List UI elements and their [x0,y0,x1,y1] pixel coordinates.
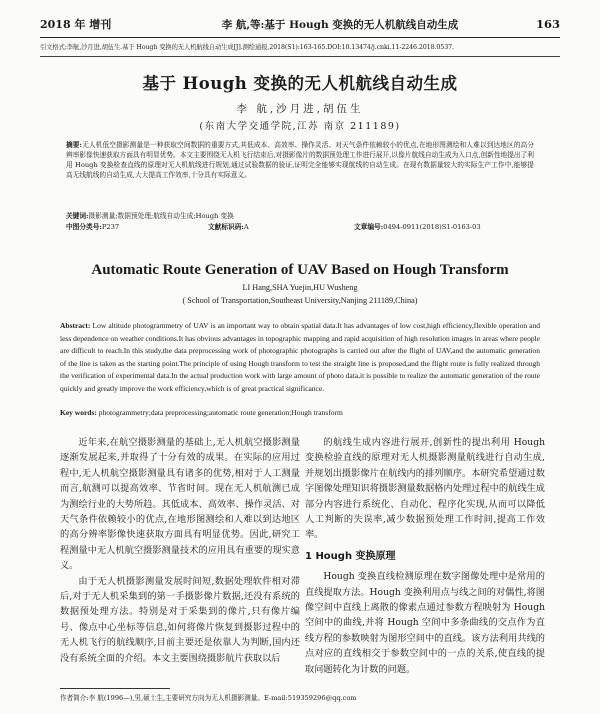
body-paragraph: 近年来,在航空摄影测量的基础上,无人机航空摄影测量逐渐发展起来,并取得了十分有效的成果。在实际的应用过程中,无人机航空摄影测量具有诸多的优势,相对于人工测量而言,航测可以提高效率、节省时间。现在无人机航测已成为测绘行业的大势所趋。其低成本、高效率、操作灵活、对天气条件依赖较小的优点,在地形图测绘和人难以到达地区的高分辨率影像快速获取方面具有明显优势。因此,研究工程测量中无人机航空摄影测量技术的应用具有重要的现实意义。 [60,437,300,572]
english-abstract [60,320,540,396]
chinese-authors: 李 航,沙月进,胡伍生 [236,103,364,115]
running-header [40,16,560,34]
journal-issue: 2018 年 增刊 [40,18,112,31]
english-abstract-text: Low altitude photogrammetry of UAV is an important way to obtain spatial data.It has advantages of low cost,high efficiency,flexible operation and less dependence on weather conditions.It has obvious advantages in topographic mapping and rapid acquisition of high resolution images in areas where people are difficult to reach.In this study,the data preprocessing work of photographic photographs is carried out after the flight of UAV,and the automatic generation of the line is taken as the starting point.The principle of using Hough transform to test the straight line is proposed,and the flight route is fully realized through the verification of experimental data.In the actual production work with large amount of photo data,it is possible to realize the automatic generation of the route quickly and greatly improve the work efficiency,which is of great practical significance. [60,321,541,393]
body-paragraph: Hough 变换直线检测原理在数字图像处理中是常用的直线提取方法。Hough 变换利用点与线之间的对偶性,将图像空间中直线上离散的像素点通过参数方程映射为 Hough 空间中的曲线,并将 Hough 空间中多条曲线的交点作为直线方程的参数映射为图形空间中的直线。该方法利用共线的点对应的直线相交于参数空间中的一点的关系,使直线的提取问题转化为计数的问题。 [305,571,545,675]
english-authors: LI Hang,SHA Yuejin,HU Wusheng [242,283,358,292]
keywords-text: 摄影测量;数据预处理;航线自动生成;Hough 变换 [88,212,234,220]
english-keywords-text: photogrammetry;data preprocessing;automatic route generation;Hough transform [98,408,343,417]
abstract-text: 无人机低空摄影测量是一种获取空间数据的重要方式,其低成本、高效率、操作灵活、对天气条件依赖较小的优点,在地形图测绘和人难以到达地区的高分辨率影像快速获取方面具有明显优势。本文主要围绕无人机飞行结束后,对摄影像片的数据预处理工作进行展开,以像片航线自动生成为入口点,创新性地提出了利用 Hough 变换检查直线的原理对无人机航线进行规划,通过试验数据的验证,证明完全能够实现航线的自动生成。在现有数据量较大的实际生产工作中,能够提高无线航线的自动生成,大大提高工作效率,十分具有实际意义。 [66,141,534,179]
clc-number: 中图分类号:P237 [66,223,120,231]
section-heading: 1 Hough 变换原理 [305,550,396,562]
english-abstract-label: Abstract: [60,321,91,330]
body-left-column [60,435,300,666]
citation-format: 引文格式:李航,沙月进,胡伍生.基于 Hough 变换的无人机航线自动生成[J].测绘通报,2018(S1):163-165.DOI:10.13474/j.cnki.11-2246.2018.0537. [40,44,454,51]
document-code: 文献标识码:A [208,223,249,231]
english-title: Automatic Route Generation of UAV Based on Hough Transform [91,262,509,278]
chinese-affiliation: (东南大学交通学院,江苏 南京 211189) [199,121,401,132]
abstract-label: 摘要: [66,141,83,149]
running-title: 李 航,等:基于 Hough 变换的无人机航线自动生成 [221,19,459,31]
english-keywords [60,408,540,417]
chinese-keywords [66,210,534,220]
author-footnote: 作者简介:李 航(1996—),男,硕士生,主要研究方向为无人机摄影测量。E-mail:519359296@qq.com [60,694,357,702]
english-keywords-label: Key words: [60,408,97,417]
chinese-abstract [66,140,534,180]
page-number: 163 [535,17,560,31]
citation-rule [40,56,560,57]
english-affiliation: ( School of Transportation,Southeast University,Nanjing 211189,China) [182,296,418,305]
article-number: 文章编号:0494-0911(2018)S1-0163-03 [354,223,481,231]
body-right-column [305,435,545,677]
body-paragraph: 由于无人机摄影测量发展时间短,数据处理软件相对滞后,对于无人机采集到的第一手摄影像片数据,还没有系统的数据预处理方法。特别是对于采集到的像片,只有像片编号、像点中心坐标等信息,如何将像片恢复到摄影过程中的无人机飞行的航线顺序,目前主要还是依靠人为判断,国内还没有系统全面的介绍。本文主要围绕摄影航片获取以后 [60,575,300,664]
classification-row [66,221,534,231]
footnote-rule [60,688,170,689]
body-paragraph: 的航线生成内容进行展开,创新性的提出利用 Hough 变换检验直线的原理对无人机摄影测量航线进行自动生成,并规划出摄影像片在航线内的排列顺序。本研究希望通过数字图像处理知识将摄影测量数据格内处理过程中的航线生成部分内容进行系统化、自动化、程序化实现,从而可以降低人工判断的失误率,减少数据预处理工作时间,提高工作效率。 [305,437,545,541]
keywords-label: 关键词: [66,212,89,220]
header-rule [40,37,560,38]
chinese-title: 基于 Hough 变换的无人机航线自动生成 [142,74,458,93]
